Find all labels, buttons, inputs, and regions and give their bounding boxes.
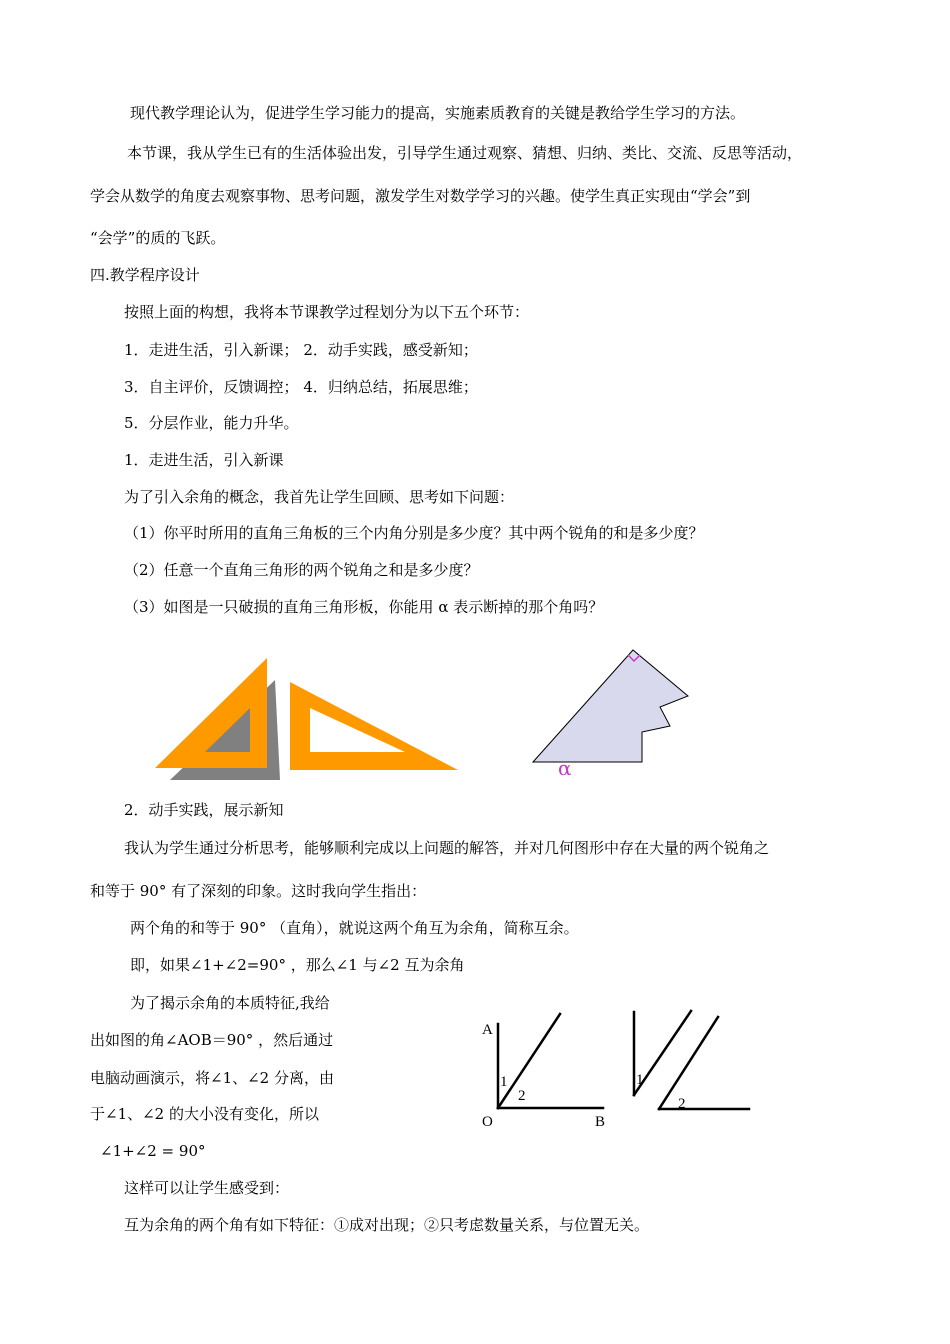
list-item: 5．分层作业，能力升华。 bbox=[124, 414, 299, 432]
label-2: 2 bbox=[518, 1088, 526, 1104]
label-o: O bbox=[482, 1114, 493, 1130]
angle-aob-figure bbox=[475, 1008, 765, 1128]
paragraph-text: 按照上面的构想，我将本节课教学过程划分为以下五个环节： bbox=[124, 303, 530, 321]
broken-triangle-shape bbox=[533, 650, 688, 762]
paragraph-text: 互为余角的两个角有如下特征：①成对出现；②只考虑数量关系，与位置无关。 bbox=[124, 1216, 650, 1234]
label-1: 1 bbox=[500, 1074, 508, 1090]
label-b: B bbox=[595, 1114, 606, 1130]
paragraph-text: 这样可以让学生感受到： bbox=[124, 1179, 290, 1197]
paragraph-text: 本节课，我从学生已有的生活体验出发，引导学生通过观察、猜想、归纳、类比、交流、反思等活动， bbox=[127, 144, 803, 162]
formula-text: ∠1+∠2 = 90° bbox=[100, 1142, 206, 1160]
label-1-separated: 1 bbox=[636, 1072, 644, 1088]
paragraph-text: 为了引入余角的概念，我首先让学生回顾、思考如下问题： bbox=[124, 488, 515, 506]
list-item: 1．走进生活，引入新课； 2．动手实践，感受新知； bbox=[124, 341, 478, 359]
paragraph-text: 电脑动画演示，将∠1、∠2 分离，由 bbox=[90, 1069, 334, 1087]
label-2-separated: 2 bbox=[678, 1096, 686, 1112]
paragraph-text: 现代教学理论认为，促进学生学习能力的提高，实施素质教育的关键是教给学生学习的方法。 bbox=[130, 104, 746, 122]
alpha-label: α bbox=[558, 756, 572, 780]
paragraph-text: 和等于 90° 有了深刻的印象。这时我向学生指出： bbox=[90, 882, 427, 900]
broken-triangle-figure bbox=[520, 640, 710, 790]
question-item: （2）任意一个直角三角形的两个锐角之和是多少度？ bbox=[124, 561, 479, 579]
paragraph-text: 出如图的角∠AOB＝90° ，然后通过 bbox=[90, 1031, 334, 1049]
ray-oc bbox=[498, 1014, 560, 1108]
orange-square-right bbox=[290, 682, 458, 770]
paragraph-text: 即，如果∠1+∠2=90° ，那么∠1 与∠2 互为余角 bbox=[130, 956, 465, 974]
paragraph-text: 于∠1、∠2 的大小没有变化，所以 bbox=[90, 1105, 319, 1123]
subsection-heading: 1．走进生活，引入新课 bbox=[124, 451, 284, 469]
question-item: （3）如图是一只破损的直角三角形板，你能用 α 表示断掉的那个角吗？ bbox=[124, 598, 604, 616]
label-a: A bbox=[482, 1022, 493, 1038]
set-squares-figure bbox=[150, 650, 470, 790]
separated-ray-diagonal-2 bbox=[659, 1017, 718, 1109]
paragraph-text: 学会从数学的角度去观察事物、思考问题，激发学生对数学学习的兴趣。使学生真正实现由“学会”到 bbox=[90, 187, 751, 205]
question-item: （1）你平时所用的直角三角板的三个内角分别是多少度？其中两个锐角的和是多少度？ bbox=[124, 524, 704, 542]
list-item: 3．自主评价，反馈调控； 4．归纳总结，拓展思维； bbox=[124, 378, 478, 396]
subsection-heading: 2．动手实践，展示新知 bbox=[124, 801, 284, 819]
section-heading: 四.教学程序设计 bbox=[90, 266, 200, 284]
paragraph-text: “会学”的质的飞跃。 bbox=[90, 229, 226, 247]
paragraph-text: 我认为学生通过分析思考，能够顺利完成以上问题的解答，并对几何图形中存在大量的两个锐角之 bbox=[124, 839, 770, 857]
definition-text: 两个角的和等于 90° （直角），就说这两个角互为余角，简称互余。 bbox=[130, 919, 579, 937]
paragraph-text: 为了揭示余角的本质特征,我给 bbox=[130, 994, 330, 1012]
